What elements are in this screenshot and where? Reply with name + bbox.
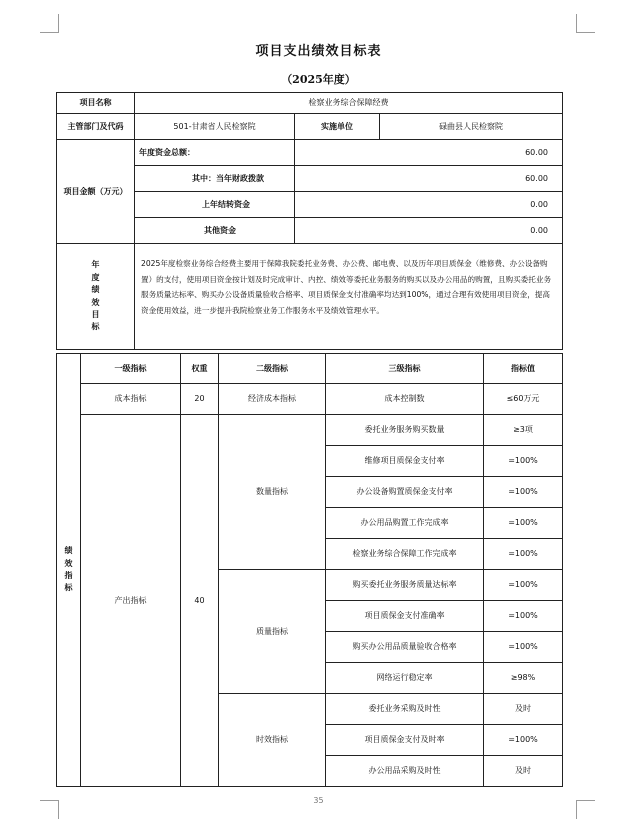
indicator-value: ≥3项: [484, 415, 563, 446]
indicator-value: 及时: [484, 694, 563, 725]
header-weight: 权重: [181, 354, 219, 384]
cost-weight: 20: [181, 384, 219, 415]
indicator-level3: 网络运行稳定率: [326, 663, 484, 694]
other-funds-value: 0.00: [295, 218, 563, 244]
fiscal-funds-label: 其中：当年财政拨款: [135, 166, 295, 192]
cost-level1: 成本指标: [81, 384, 181, 415]
row-annual-goal: [57, 244, 563, 350]
output-weight: 40: [181, 415, 219, 787]
indicator-value: =100%: [484, 508, 563, 539]
crop-mark-top-right: [576, 14, 595, 33]
indicator-level3: 办公用品购置工作完成率: [326, 508, 484, 539]
project-name-value: 检察业务综合保障经费: [135, 93, 563, 114]
department-label: 主管部门及代码: [57, 114, 135, 140]
indicator-level3: 项目质保金支付及时率: [326, 725, 484, 756]
indicator-level3: 委托业务采购及时性: [326, 694, 484, 725]
carryover-funds-value: 0.00: [295, 192, 563, 218]
header-value: 指标值: [484, 354, 563, 384]
indicator-level3: 办公用品采购及时性: [326, 756, 484, 787]
header-level2: 二级指标: [219, 354, 326, 384]
indicator-value: =100%: [484, 725, 563, 756]
indicator-value: ≥98%: [484, 663, 563, 694]
table-row: [57, 384, 563, 415]
indicator-level3: 购买办公用品质量验收合格率: [326, 632, 484, 663]
indicator-level3: 检察业务综合保障工作完成率: [326, 539, 484, 570]
timeliness-level2: 时效指标: [219, 694, 326, 787]
page-number: 35: [313, 796, 324, 805]
table-row: [57, 415, 563, 446]
cost-level2: 经济成本指标: [219, 384, 326, 415]
department-value: 501-甘肃省人民检察院: [135, 114, 295, 140]
total-funds-value: 60.00: [295, 140, 563, 166]
crop-mark-top-left: [40, 14, 59, 33]
indicator-value: 及时: [484, 756, 563, 787]
row-project-name: [57, 93, 563, 114]
header-level3: 三级指标: [326, 354, 484, 384]
row-department: [57, 114, 563, 140]
carryover-funds-label: 上年结转资金: [135, 192, 295, 218]
annual-goal-text: 2025年度检察业务综合经费主要用于保障我院委托业务费、办公费、邮电费、以及历年项目质保金（维修费、办公设备购置）的支付，使用项目资金按计划及时完成审计、内控、绩效等委托业务服务的购买以及办公用品的购置，且购买委托业务服务质量达标率、购买办公设备质量验收合格率、项目质保金支付准确率均达到100%，通过合理有效使用项目资金，提高资金使用效益，进一步提升我院检察业务工作服务水平及绩效管理水平。: [135, 244, 563, 350]
page-title: 项目支出绩效目标表: [255, 44, 382, 59]
implementing-unit-value: 碌曲县人民检察院: [380, 114, 563, 140]
indicators-header-row: [57, 354, 563, 384]
project-name-label: 项目名称: [57, 93, 135, 114]
indicator-level3: 维修项目质保金支付率: [326, 446, 484, 477]
project-info-table: [56, 92, 563, 350]
total-funds-label: 年度资金总额：: [135, 140, 295, 166]
indicator-value: =100%: [484, 570, 563, 601]
indicator-level3: 购买委托业务服务质量达标率: [326, 570, 484, 601]
fiscal-funds-value: 60.00: [295, 166, 563, 192]
indicator-value: =100%: [484, 539, 563, 570]
page-subtitle: （2025年度）: [281, 73, 356, 86]
indicator-value: =100%: [484, 477, 563, 508]
indicator-value: =100%: [484, 632, 563, 663]
annual-goal-label: 年 度 绩 效 目 标: [57, 244, 135, 350]
implementing-unit-label: 实施单位: [295, 114, 380, 140]
output-level1: 产出指标: [81, 415, 181, 787]
other-funds-label: 其他资金: [135, 218, 295, 244]
header-level1: 一级指标: [81, 354, 181, 384]
indicator-level3: 办公设备购置质保金支付率: [326, 477, 484, 508]
quality-level2: 质量指标: [219, 570, 326, 694]
cost-value: ≤60万元: [484, 384, 563, 415]
project-amount-label: 项目金额（万元）: [57, 140, 135, 244]
indicator-value: =100%: [484, 601, 563, 632]
indicator-value: =100%: [484, 446, 563, 477]
cost-level3: 成本控制数: [326, 384, 484, 415]
indicators-label: 绩 效 指 标: [57, 354, 81, 787]
indicators-table: [56, 353, 563, 787]
row-total-funds: [57, 140, 563, 166]
indicator-level3: 委托业务服务购买数量: [326, 415, 484, 446]
indicator-level3: 项目质保金支付准确率: [326, 601, 484, 632]
quantity-level2: 数量指标: [219, 415, 326, 570]
